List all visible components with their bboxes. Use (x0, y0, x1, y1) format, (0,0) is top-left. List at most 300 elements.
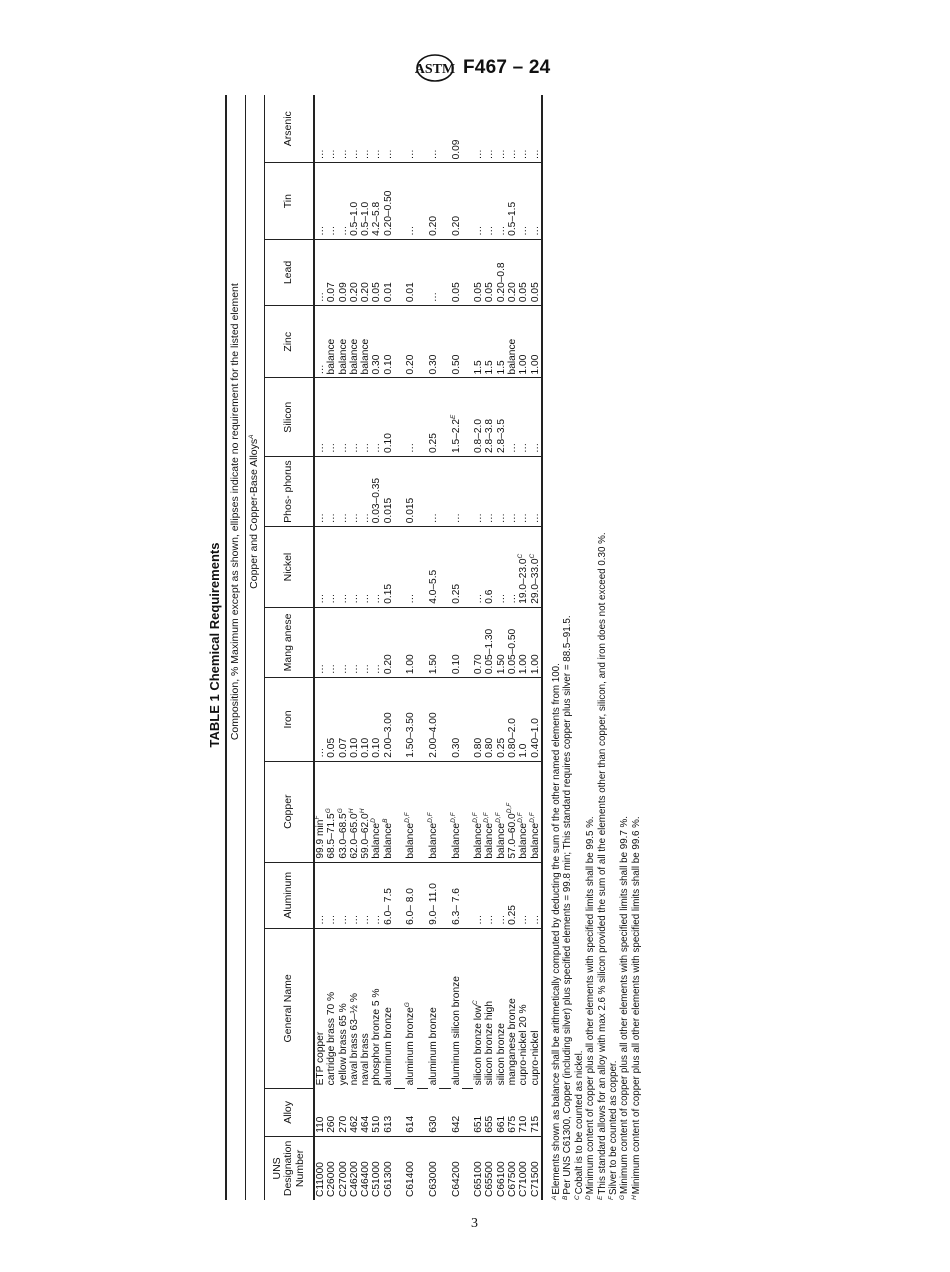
cell-value: 0.05–1.30 (484, 628, 496, 675)
cell-al (338, 862, 349, 928)
cell-value: 59.0–62.0 (360, 813, 372, 859)
cell-alloy (349, 1088, 360, 1136)
cell-value: … (529, 513, 541, 524)
cell-sn (496, 163, 507, 239)
cell-value: … (360, 663, 372, 675)
cell-p (473, 456, 484, 526)
cell-value: … (473, 914, 485, 925)
cell-value: balance (507, 338, 519, 375)
footnote-ref: E (449, 414, 457, 419)
cell-as (314, 95, 326, 163)
cell-value: … (495, 593, 507, 604)
cell-zn (484, 306, 495, 378)
cell-value: balance (484, 822, 496, 859)
cell-fe (484, 678, 495, 762)
cell-uns (371, 1136, 382, 1200)
cell-value: 6.3– 7.6 (450, 888, 462, 925)
cell-zn (507, 306, 518, 378)
cell-p (371, 456, 382, 526)
cell-value: 1.5 (473, 360, 485, 375)
cell-fe (371, 678, 382, 762)
cell-fe (518, 678, 529, 762)
cell-uns (349, 1136, 360, 1200)
cell-value: … (315, 593, 326, 604)
cell-value: … (360, 442, 372, 453)
cell-si (314, 378, 326, 456)
cell-value: 1.00 (529, 654, 541, 675)
cell-al (383, 862, 394, 928)
footnote-mark: G (619, 1194, 627, 1200)
cell-value: … (326, 663, 338, 675)
cell-fe (428, 678, 439, 762)
cell-value: 19.0–23.0 (518, 558, 530, 604)
cell-value: 0.05 (518, 282, 530, 303)
cell-alloy (428, 1088, 439, 1136)
cell-pb (507, 239, 518, 305)
cell-value: 99.9 min (315, 819, 326, 859)
cell-value: … (348, 513, 360, 524)
cell-value: … (337, 442, 349, 453)
cell-uns (314, 1136, 326, 1200)
cell-value: 1.50–3.50 (405, 712, 417, 758)
cell-al (496, 862, 507, 928)
cell-value: 710 (518, 1115, 530, 1133)
cell-ni (360, 527, 371, 608)
cell-value: … (315, 442, 326, 453)
cell-value: 464 (360, 1115, 372, 1133)
cell-value: aluminum bronze (382, 1007, 394, 1086)
cell-zn (349, 306, 360, 378)
footnote-ref: C (528, 553, 536, 559)
column-header: Copper (265, 761, 315, 862)
cell-value: 1.5 (495, 360, 507, 375)
cell-name (473, 928, 484, 1088)
cell-value: ETP copper (315, 1031, 326, 1086)
row-spacer (439, 95, 450, 1200)
cell-value: C71000 (518, 1161, 530, 1197)
cell-as (530, 95, 542, 163)
cell-mn (371, 607, 382, 677)
cell-si (371, 378, 382, 456)
footnote-ref: D,F (517, 812, 525, 823)
cell-name (338, 928, 349, 1088)
cell-sn (507, 163, 518, 239)
cell-mn (496, 607, 507, 677)
cell-zn (326, 306, 337, 378)
cell-value: 0.20 (405, 354, 417, 375)
cell-zn (338, 306, 349, 378)
cell-uns (338, 1136, 349, 1200)
cell-value: 0.8–2.0 (473, 418, 485, 453)
cell-value: 0.20 (360, 282, 372, 303)
cell-value: 0.80–2.0 (507, 718, 519, 758)
cell-value: C11000 (315, 1162, 326, 1197)
cell-cu (383, 761, 394, 862)
cell-al (405, 862, 416, 928)
cell-fe (530, 678, 542, 762)
cell-alloy (496, 1088, 507, 1136)
cell-value: balance (371, 822, 383, 859)
cell-value: … (371, 593, 383, 604)
cell-ni (371, 527, 382, 608)
cell-value: 614 (405, 1115, 417, 1133)
alloy-group-label: Copper and Copper-Base Alloys (248, 438, 261, 589)
footnote-ref: D,F (472, 812, 480, 823)
cell-uns (518, 1136, 529, 1200)
row-spacer (394, 95, 405, 1200)
cell-value: … (315, 513, 326, 524)
cell-value: 4.2–5.8 (371, 201, 383, 236)
cell-value: … (326, 914, 338, 925)
cell-al (473, 862, 484, 928)
cell-sn (314, 163, 326, 239)
cell-value: 2.00–3.00 (382, 712, 394, 758)
cell-sn (383, 163, 394, 239)
cell-value: 0.20 (382, 654, 394, 675)
cell-alloy (360, 1088, 371, 1136)
cell-value: aluminum bronze (427, 1007, 439, 1086)
cell-mn (383, 607, 394, 677)
cell-cu (428, 761, 439, 862)
cell-value: … (326, 225, 338, 236)
footnote-ref: H (347, 808, 355, 814)
cell-value: 655 (484, 1115, 496, 1133)
table-body (314, 95, 542, 1200)
cell-value: … (348, 442, 360, 453)
footnote-ref: C (472, 1000, 480, 1005)
cell-fe (338, 678, 349, 762)
table-row (349, 95, 360, 1200)
cell-fe (314, 678, 326, 762)
cell-name (371, 928, 382, 1088)
cell-value: … (529, 149, 541, 160)
footnote-ref: B (381, 818, 389, 823)
row-spacer (462, 95, 473, 1200)
cell-value: 62.0–65.0 (348, 813, 360, 859)
cell-p (326, 456, 337, 526)
cell-value: 0.10 (450, 654, 462, 675)
column-header: Iron (265, 678, 315, 762)
cell-si (496, 378, 507, 456)
cell-value: C66100 (495, 1161, 507, 1197)
cell-al (326, 862, 337, 928)
cell-name (383, 928, 394, 1088)
cell-ni (428, 527, 439, 608)
footnote-ref: H (359, 808, 367, 814)
cell-value: … (315, 364, 326, 375)
cell-p (405, 456, 416, 526)
cell-value: … (495, 513, 507, 524)
cell-value: balance (337, 338, 349, 375)
cell-value: … (348, 914, 360, 925)
cell-value: … (450, 513, 462, 524)
column-header: Mang anese (265, 607, 315, 677)
cell-value: … (507, 593, 519, 604)
cell-value: … (473, 593, 485, 604)
cell-value: 1.5 (484, 360, 496, 375)
cell-value: 68.5–71.5 (326, 813, 338, 859)
cell-si (518, 378, 529, 456)
cell-value: 270 (337, 1115, 349, 1133)
cell-value: 4.0–5.5 (427, 569, 439, 604)
cell-uns (473, 1136, 484, 1200)
cell-value: 0.30 (371, 354, 383, 375)
cell-al (349, 862, 360, 928)
footnote-ref: G (325, 808, 333, 814)
cell-value: balance (529, 822, 541, 859)
cell-p (314, 456, 326, 526)
cell-value: … (518, 442, 530, 453)
cell-value: … (473, 149, 485, 160)
cell-mn (484, 607, 495, 677)
cell-value: yellow brass 65 % (337, 1003, 349, 1086)
cell-value: … (315, 747, 326, 758)
cell-value: … (371, 442, 383, 453)
cell-value: … (348, 663, 360, 675)
cell-as (405, 95, 416, 163)
cell-fe (383, 678, 394, 762)
cell-name (451, 928, 462, 1088)
footnote (608, 90, 619, 1200)
cell-value: phosphor bronze 5 % (371, 988, 383, 1086)
footnote (631, 90, 642, 1200)
cell-p (349, 456, 360, 526)
cell-value: … (326, 513, 338, 524)
table-row (507, 95, 518, 1200)
cell-value: … (427, 291, 439, 303)
cell-value: 1.5–2.2 (450, 418, 462, 453)
footnote (562, 90, 573, 1200)
cell-as (496, 95, 507, 163)
cell-zn (473, 306, 484, 378)
cell-mn (473, 607, 484, 677)
cell-value: balance (473, 822, 485, 859)
cell-ni (496, 527, 507, 608)
cell-value: … (484, 225, 496, 236)
cell-si (383, 378, 394, 456)
footnote-mark: C (573, 1195, 581, 1200)
cell-as (428, 95, 439, 163)
cell-pb (314, 239, 326, 305)
cell-value: 0.20 (348, 282, 360, 303)
cell-ni (405, 527, 416, 608)
cell-sn (349, 163, 360, 239)
cell-value: 0.6 (484, 589, 496, 604)
cell-value: … (371, 914, 383, 925)
cell-value: C46400 (360, 1161, 372, 1197)
cell-cu (405, 761, 416, 862)
cell-value: … (484, 149, 496, 160)
cell-sn (338, 163, 349, 239)
cell-zn (405, 306, 416, 378)
column-header: Nickel (265, 527, 315, 608)
footnote-mark: F (607, 1196, 615, 1200)
cell-value: 0.10 (348, 737, 360, 758)
cell-ni (518, 527, 529, 608)
cell-fe (405, 678, 416, 762)
cell-mn (507, 607, 518, 677)
cell-uns (507, 1136, 518, 1200)
table-row (360, 95, 371, 1200)
cell-al (530, 862, 542, 928)
cell-value: … (529, 225, 541, 236)
cell-value: … (348, 593, 360, 604)
cell-value: … (315, 663, 326, 675)
cell-value: C61400 (405, 1161, 417, 1197)
cell-value: 0.20 (450, 216, 462, 236)
footnote (585, 90, 596, 1200)
cell-value: … (405, 593, 417, 604)
cell-value: … (371, 663, 383, 675)
cell-value: balance (450, 822, 462, 859)
cell-value: … (484, 914, 496, 925)
cell-sn (518, 163, 529, 239)
cell-pb (484, 239, 495, 305)
cell-uns (484, 1136, 495, 1200)
cell-mn (360, 607, 371, 677)
cell-alloy (530, 1088, 542, 1136)
cell-value: manganese bronze (507, 998, 519, 1086)
cell-p (530, 456, 542, 526)
cell-pb (371, 239, 382, 305)
cell-value: … (405, 149, 417, 160)
footnote-ref: C (517, 553, 525, 559)
cell-cu (451, 761, 462, 862)
cell-value: 613 (382, 1115, 394, 1133)
cell-si (428, 378, 439, 456)
column-header-row (265, 95, 315, 1200)
cell-as (484, 95, 495, 163)
footnote (551, 90, 562, 1200)
cell-value: 6.0– 8.0 (405, 888, 417, 925)
cell-value: balance (348, 338, 360, 375)
cell-value: … (326, 593, 338, 604)
footnote-text: This standard allows for an alloy with max 2.6 % silicon provided the sum of all the elements other than copper, silicon, and iron does not exceed 0.30 %. (596, 532, 608, 1195)
footnote-ref: G (404, 1002, 412, 1008)
cell-value: C26000 (326, 1161, 338, 1197)
cell-value: 110 (315, 1116, 326, 1133)
cell-value: 0.05 (529, 282, 541, 303)
table-row (428, 95, 439, 1200)
cell-uns (496, 1136, 507, 1200)
cell-alloy (484, 1088, 495, 1136)
footnote-ref: D,F (483, 812, 491, 823)
cell-value: … (315, 914, 326, 925)
cell-pb (473, 239, 484, 305)
cell-value: C61300 (382, 1161, 394, 1197)
column-header: Zinc (265, 306, 315, 378)
cell-al (507, 862, 518, 928)
page-number: 3 (471, 1216, 478, 1231)
cell-value: 63.0–68.5 (337, 813, 349, 859)
cell-as (338, 95, 349, 163)
cell-p (360, 456, 371, 526)
cell-value: … (427, 149, 439, 160)
footnote-mark: H (630, 1195, 638, 1200)
table-title: TABLE 1 Chemical Requirements (207, 542, 222, 748)
footnote-text: Elements shown as balance shall be arithmetically computed by deducting the sum of the other named elements from 100. (550, 663, 562, 1195)
cell-value: C67500 (507, 1161, 519, 1197)
cell-value: … (518, 513, 530, 524)
cell-al (518, 862, 529, 928)
cell-value: … (495, 225, 507, 236)
cell-pb (338, 239, 349, 305)
cell-value: 0.01 (405, 282, 417, 303)
cell-value: … (507, 442, 519, 453)
cell-fe (349, 678, 360, 762)
footnote-ref: D,F (528, 812, 536, 823)
cell-value: 0.25 (427, 433, 439, 453)
cell-alloy (507, 1088, 518, 1136)
cell-pb (496, 239, 507, 305)
alloy-group-caption (246, 95, 265, 928)
cell-value: 0.05 (326, 737, 338, 758)
cell-value: … (326, 442, 338, 453)
cell-value: … (473, 513, 485, 524)
cell-si (484, 378, 495, 456)
cell-ni (507, 527, 518, 608)
cell-value: balance (326, 338, 338, 375)
cell-value: C46200 (348, 1161, 360, 1197)
cell-fe (360, 678, 371, 762)
cell-name (326, 928, 337, 1088)
cell-value: 1.50 (495, 654, 507, 675)
cell-value: balance (427, 822, 439, 859)
cell-value: … (360, 593, 372, 604)
column-header: Alloy (265, 1088, 315, 1136)
cell-value: C51000 (371, 1161, 383, 1197)
cell-value: … (337, 914, 349, 925)
composition-caption: Composition, % Maximum except as shown, ellipses indicate no requirement for the listed element (226, 95, 246, 928)
cell-value: cartridge brass 70 % (326, 991, 338, 1086)
footnote (597, 90, 608, 1200)
cell-value: … (337, 513, 349, 524)
cell-pb (405, 239, 416, 305)
cell-pb (326, 239, 337, 305)
cell-si (451, 378, 462, 456)
row-spacer (417, 95, 428, 1200)
column-header: UNS Designation Number (265, 1136, 315, 1200)
cell-uns (326, 1136, 337, 1200)
cell-value: 510 (371, 1115, 383, 1133)
cell-mn (338, 607, 349, 677)
cell-name (349, 928, 360, 1088)
astm-logo-icon (415, 52, 455, 84)
cell-value: 0.05 (371, 282, 383, 303)
cell-value: 675 (507, 1115, 519, 1133)
cell-p (338, 456, 349, 526)
cell-uns (405, 1136, 416, 1200)
cell-sn (360, 163, 371, 239)
document-id: F467 – 24 (463, 57, 551, 78)
cell-si (473, 378, 484, 456)
cell-value: … (382, 149, 394, 160)
cell-value: cupro-nickel (529, 1030, 541, 1086)
footnote-text: Cobalt is to be counted as nickel. (573, 1050, 585, 1195)
cell-value: 0.09 (450, 139, 462, 160)
cell-ni (473, 527, 484, 608)
cell-pb (349, 239, 360, 305)
cell-ni (314, 527, 326, 608)
table-row (383, 95, 394, 1200)
cell-uns (530, 1136, 542, 1200)
cell-value: … (337, 149, 349, 160)
footnote-mark: A (550, 1195, 558, 1200)
cell-value: 0.80 (484, 737, 496, 758)
cell-sn (473, 163, 484, 239)
cell-value: 1.00 (518, 654, 530, 675)
cell-zn (518, 306, 529, 378)
